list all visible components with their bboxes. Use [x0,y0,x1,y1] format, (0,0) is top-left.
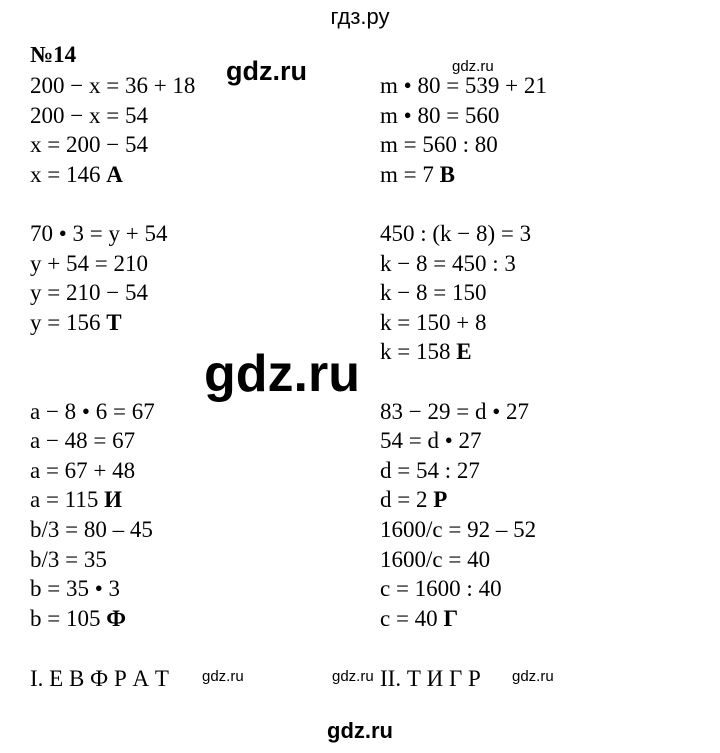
equation-text: m • 80 = 560 [380,102,500,128]
answer-letter: Е [456,339,472,365]
equation-line [380,485,547,515]
equation-line [380,604,547,634]
equation-text: a = 67 + 48 [30,457,136,483]
equation-line [30,397,195,427]
equation-text: 1600/c = 40 [380,546,491,572]
equation-text: 200 − x = 36 + 18 [30,73,196,98]
equation-line [30,485,195,515]
equation-line [380,574,547,604]
equation-line [380,367,547,397]
equation-text: m = 560 : 80 [380,132,498,158]
equation-text: 1600/c = 92 – 52 [380,516,537,542]
answer-letter: Р [433,487,448,513]
right-solution-column [380,71,547,633]
equation-line [30,367,195,397]
equation-line [380,337,547,367]
equation-line [380,278,547,308]
watermark: gdz.ru [452,58,494,75]
equation-text: c = 40 [380,605,438,631]
watermark: gdz.ru [512,668,554,685]
equation-text: k − 8 = 150 [380,280,487,306]
equation-text: 200 − x = 54 [30,102,148,128]
equation-text: x = 200 − 54 [30,132,148,158]
equation-line [30,160,195,190]
equation-line [380,397,547,427]
equation-text: b/3 = 80 – 45 [30,516,153,542]
answer-second-river: II. Т И Г Р [380,666,481,691]
equation-line [30,574,195,604]
equation-line [380,515,547,545]
equation-text: 54 = d • 27 [380,428,482,454]
equation-line [380,249,547,279]
equation-line [30,604,195,634]
equation-text: y = 210 − 54 [30,280,148,306]
equation-text: a = 115 [30,487,99,513]
equation-line [30,71,195,101]
page-footer: gdz.ru [327,718,393,743]
answer-first-river: I. Е В Ф Р А Т [30,666,169,691]
equation-line [380,456,547,486]
equation-line [380,308,547,338]
equation-text: a − 48 = 67 [30,428,136,454]
equation-line [30,426,195,456]
left-solution-column [30,71,195,633]
equation-text: y + 54 = 210 [30,250,148,276]
equation-line [380,160,547,190]
equation-text: m • 80 = 539 + 21 [380,73,547,98]
equation-text: x = 146 [30,161,101,187]
watermark: gdz.ru [226,56,307,86]
task-number: №14 [30,42,77,67]
answer-letter: А [106,161,123,187]
equation-line [30,249,195,279]
answer-letter: И [104,487,122,513]
equation-line [380,101,547,131]
equation-line [380,545,547,575]
equation-text: b/3 = 35 [30,546,107,572]
equation-line [30,337,195,367]
equation-text: 450 : (k − 8) = 3 [380,220,532,246]
watermark: gdz.ru [202,668,244,685]
answer-letter: В [439,161,455,187]
equation-text: b = 35 • 3 [30,576,121,602]
equation-line [380,189,547,219]
equation-text: k = 158 [380,339,451,365]
equation-line [30,545,195,575]
equation-text: y = 156 [30,309,101,335]
equation-line [380,219,547,249]
answer-letter: Т [106,309,122,335]
equation-line [30,130,195,160]
equation-text: d = 2 [380,487,428,513]
equation-text: a − 8 • 6 = 67 [30,398,155,424]
equation-line [30,101,195,131]
answer-letter: Г [443,605,459,631]
equation-text: k = 150 + 8 [380,309,487,335]
equation-line [30,456,195,486]
watermark: gdz.ru [332,668,374,685]
page-header: гдз.ру [330,4,390,29]
equation-text: c = 1600 : 40 [380,576,502,602]
equation-line [380,130,547,160]
equation-text: b = 105 [30,605,101,631]
equation-line [380,426,547,456]
equation-line [30,189,195,219]
equation-line [380,71,547,101]
equation-text: d = 54 : 27 [380,457,480,483]
equation-text: 83 − 29 = d • 27 [380,398,529,424]
watermark: gdz.ru [204,345,360,403]
equation-line [30,308,195,338]
equation-text: k − 8 = 450 : 3 [380,250,516,276]
equation-text: m = 7 [380,161,434,187]
equation-line [30,515,195,545]
equation-text: 70 • 3 = y + 54 [30,220,168,246]
equation-line [30,219,195,249]
equation-line [30,278,195,308]
answer-letter: Ф [106,605,126,631]
